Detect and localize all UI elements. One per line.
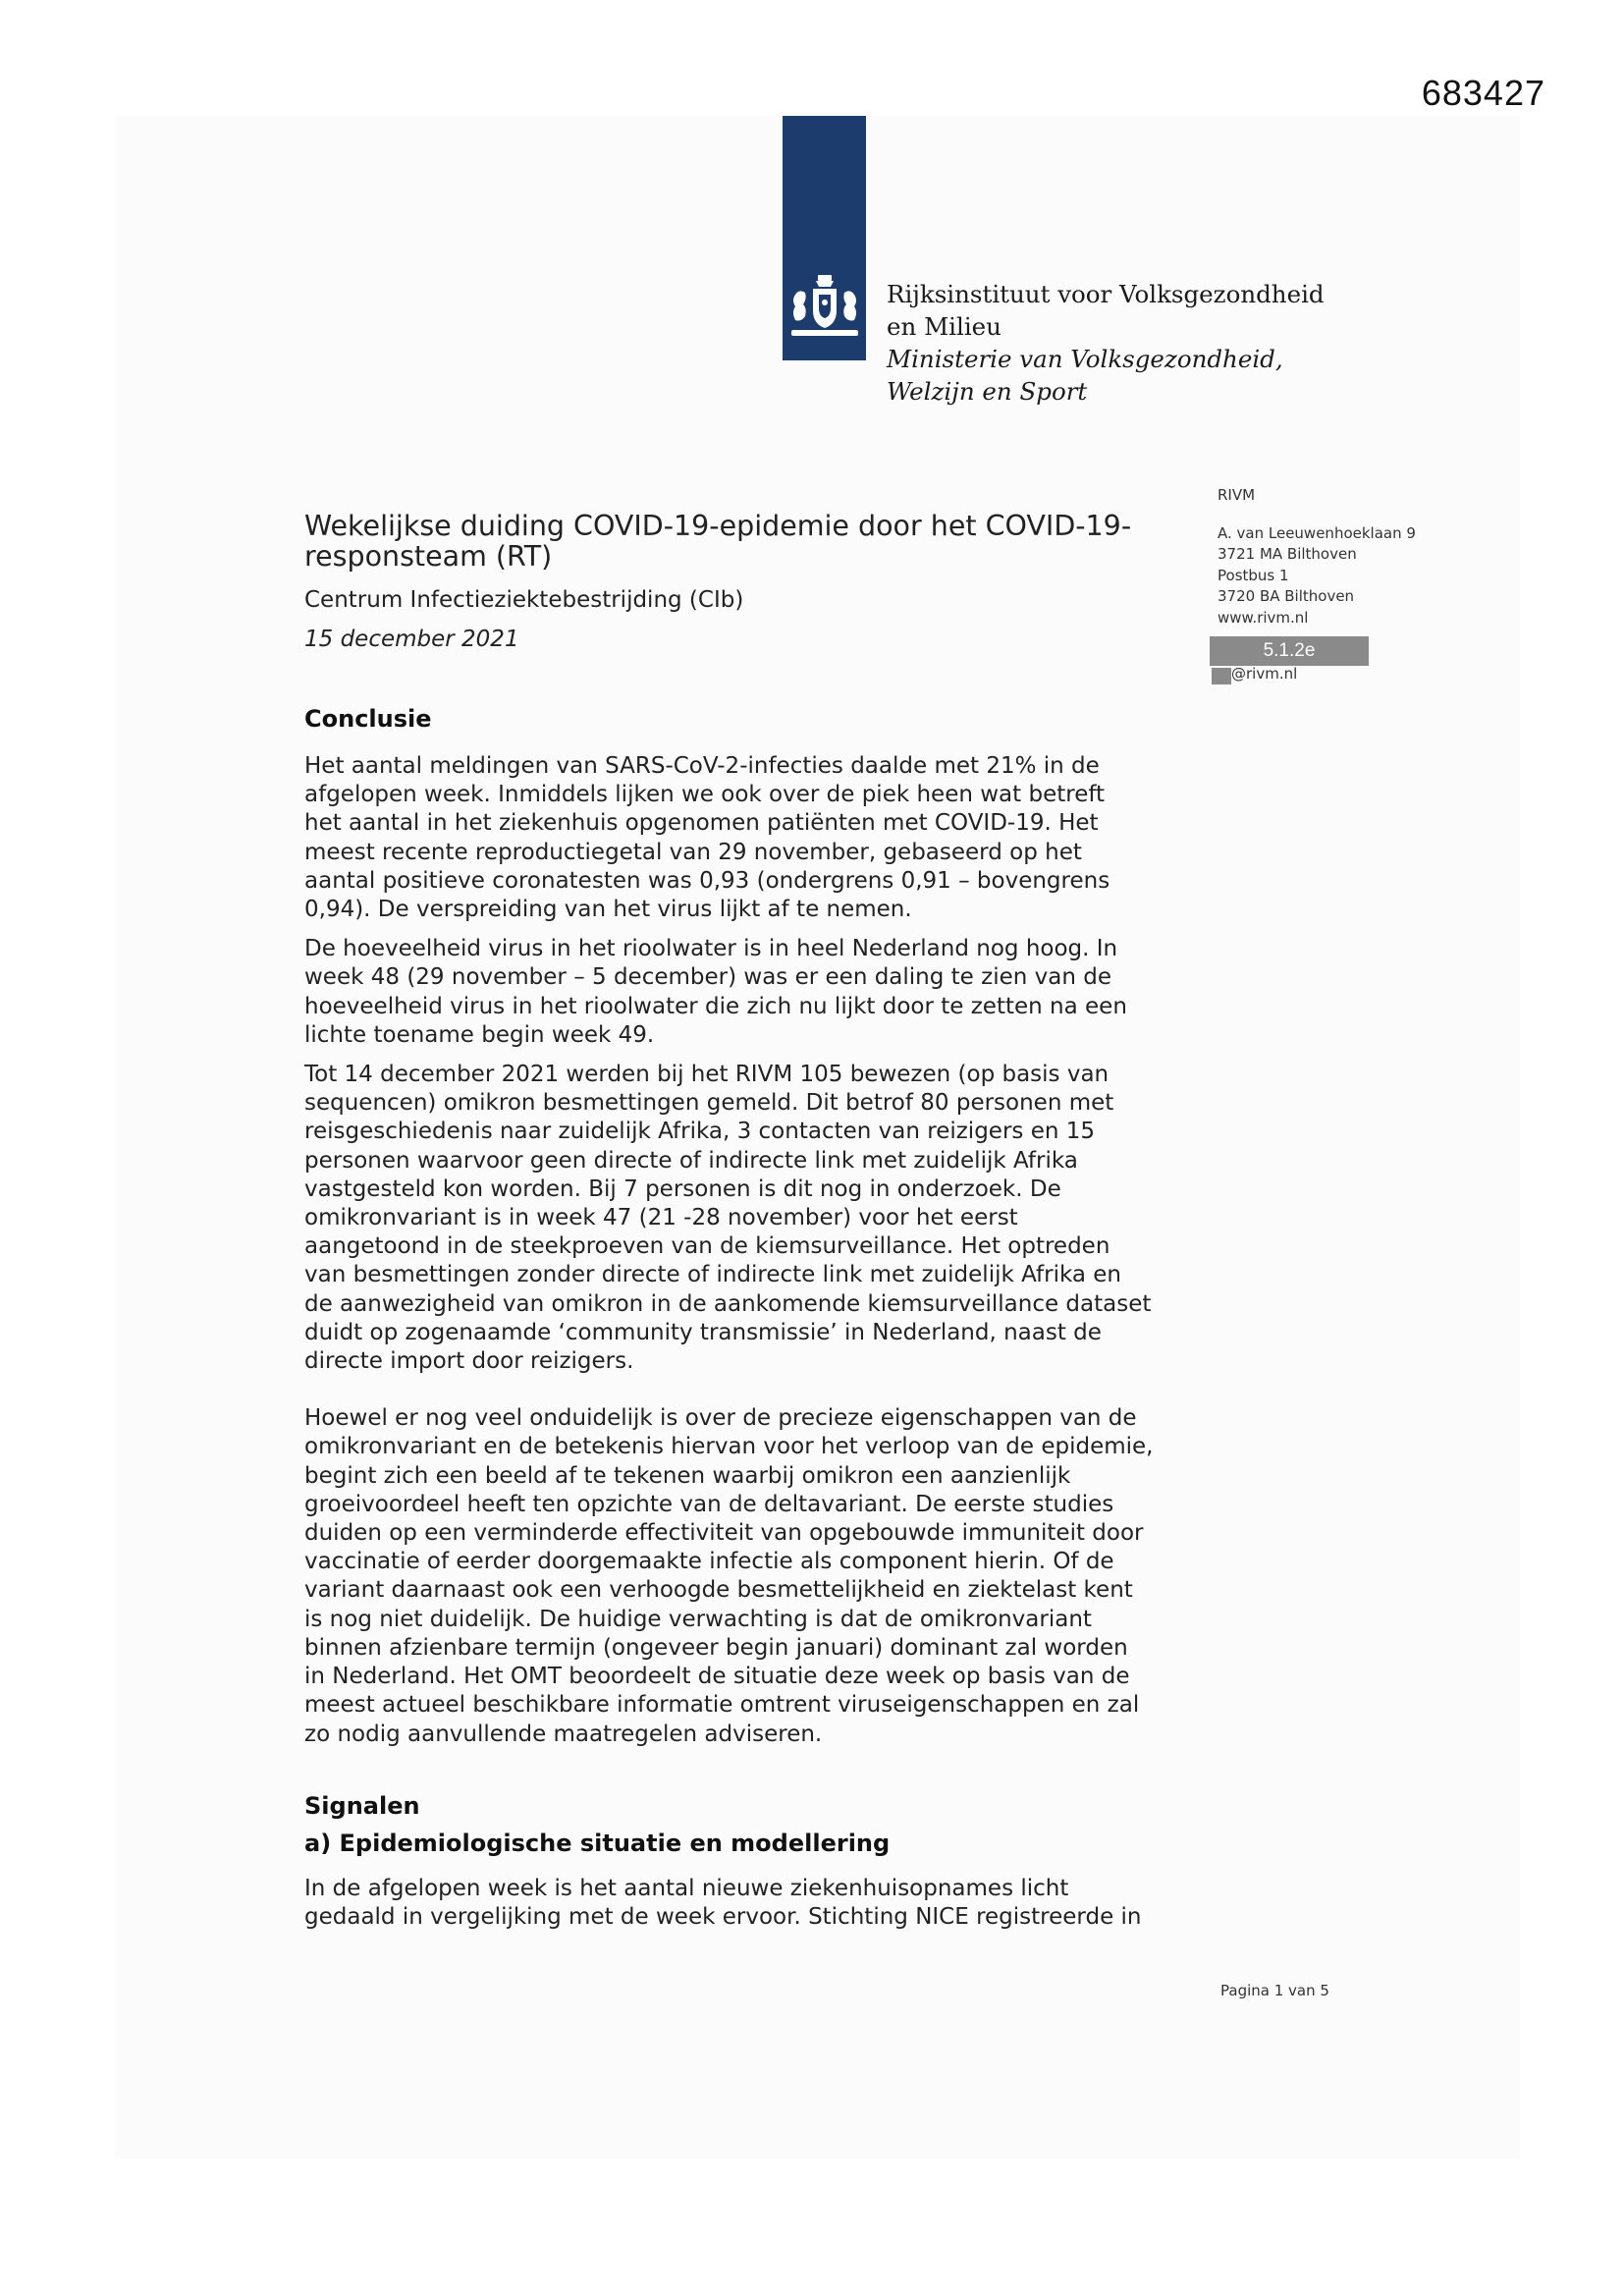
- email-domain: @rivm.nl: [1231, 665, 1298, 683]
- epidemiology-subheading: a) Epidemiologische situatie en modellering: [304, 1829, 891, 1857]
- redaction-box-small: [1212, 668, 1231, 684]
- logo-line-3: Ministerie van Volksgezondheid,: [887, 345, 1283, 373]
- website-link[interactable]: www.rivm.nl: [1218, 608, 1309, 627]
- conclusie-paragraph-3: Tot 14 december 2021 werden bij het RIVM 105 bewezen (op basis van sequencen) omikron besmettingen gemeld. Dit betrof 80 personen met reisgeschiedenis naar zuidelijk Afrika, 3 contacten van reizigers en 15 personen waarvoor geen directe of indirecte link met zuidelijk Afrika vastgesteld kon worden. Bij 7 personen is dit nog in onderzoek. De omikronvariant is in week 47 (21 -28 november) voor het eerst aangetoond in de steekproeven van de kiemsurveillance. Het optreden van besmettingen zonder directe of indirecte link met zuidelijk Afrika en de aanwezigheid van omikron in de aankomende kiemsurveillance dataset duidt op zogenaamde ‘community transmissie’ in Nederland, naast de directe import door reizigers.: [304, 1062, 1152, 1375]
- sender-info: [1218, 485, 1453, 629]
- logo-line-4: Welzijn en Sport: [887, 377, 1088, 406]
- conclusie-heading: Conclusie: [304, 705, 432, 733]
- conclusie-paragraph-4: Hoewel er nog veel onduidelijk is over de precieze eigenschappen van de omikronvariant en de betekenis hiervan voor het verloop van de epidemie, begint zich een beeld af te tekenen waarbij omikron een aanzienlijk groeivoordeel heeft ten opzichte van de deltavariant. De eerste studies duiden op een verminderde effectiviteit van opgebouwde immuniteit door vaccinatie of eerder doorgemaakte infectie als component hierin. Of de variant daarnaast ook een verhoogde besmettelijkheid en ziektelast kent is nog niet duidelijk. De huidige verwachting is dat de omikronvariant binnen afzienbare termijn (ongeveer begin januari) dominant zal worden in Nederland. Het OMT beoordeelt de situatie deze week op basis van de meest actueel beschikbare informatie omtrent viruseigenschappen en zal zo nodig aanvullende maatregelen adviseren.: [304, 1405, 1154, 1747]
- address-line: Postbus 1: [1218, 566, 1289, 584]
- address-line: 3720 BA Bilthoven: [1218, 587, 1355, 605]
- logo-line-1: Rijksinstituut voor Volksgezondheid: [887, 280, 1325, 308]
- signalen-heading: Signalen: [304, 1791, 420, 1820]
- address-line: 3721 MA Bilthoven: [1218, 545, 1357, 563]
- logo-line-2: en Milieu: [887, 312, 1001, 341]
- page-title: Wekelijkse duiding COVID-19-epidemie door het COVID-19- responsteam (RT): [304, 510, 1132, 573]
- royal-coat-of-arms-icon: [785, 273, 864, 344]
- document-date: 15 december 2021: [304, 627, 519, 652]
- signalen-paragraph-1: In de afgelopen week is het aantal nieuwe ziekenhuisopnames licht gedaald in vergelijking met de week ervoor. Stichting NICE registreerde in: [304, 1875, 1142, 1930]
- redaction-box: 5.1.2e: [1210, 636, 1369, 666]
- department: Centrum Infectieziektebestrijding (CIb): [304, 587, 744, 613]
- page-number: Pagina 1 van 5: [1220, 1982, 1329, 1999]
- logo-text: [887, 278, 1325, 408]
- address-line: A. van Leeuwenhoeklaan 9: [1218, 523, 1416, 542]
- conclusie-paragraph-1: Het aantal meldingen van SARS-CoV-2-infecties daalde met 21% in de afgelopen week. Inmiddels lijken we ook over de piek heen wat betreft het aantal in het ziekenhuis opgenomen patiënten met COVID-19. Het meest recente reproductiegetal van 29 november, gebaseerd op het aantal positieve coronatesten was 0,93 (ondergrens 0,91 – bovengrens 0,94). De verspreiding van het virus lijkt af te nemen.: [304, 753, 1110, 923]
- document-number: 683427: [1421, 73, 1545, 113]
- main-content: [304, 511, 1208, 1932]
- sender-org: RIVM: [1218, 486, 1256, 504]
- conclusie-paragraph-2: De hoeveelheid virus in het rioolwater is in heel Nederland nog hoog. In week 48 (29 november – 5 december) was er een daling te zien van de hoeveelheid virus in het rioolwater die zich nu lijkt door te zetten na een lichte toename begin week 49.: [304, 936, 1127, 1048]
